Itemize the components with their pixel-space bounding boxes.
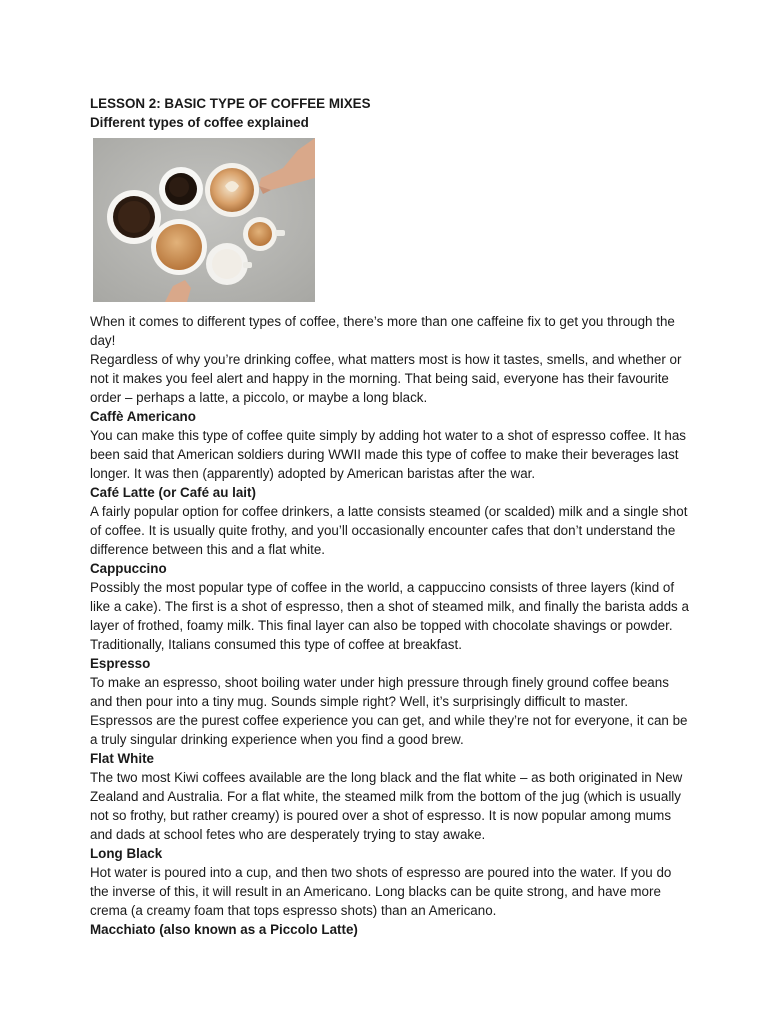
intro-paragraph-1: When it comes to different types of coffee, there’s more than one caffeine fix to get you through the day! bbox=[90, 314, 675, 348]
section-body-cappuccino: Possibly the most popular type of coffee in the world, a cappuccino consists of three layers (kind of like a cake). The first is a shot of espresso, then a shot of steamed milk, and finally the barista adds a layer of frothed, foamy milk. This final layer can also be topped with chocolate shavings or powder. Traditionally, Italians consumed this type of coffee at breakfast. bbox=[90, 580, 689, 652]
intro-paragraph-2: Regardless of why you’re drinking coffee, what matters most is how it tastes, smells, and whether or not it makes you feel alert and happy in the morning. That being said, everyone has their favourite order – perhaps a latte, a piccolo, or maybe a long black. bbox=[90, 352, 682, 405]
section-heading-long-black: Long Black bbox=[90, 846, 163, 861]
section-body-flat-white: The two most Kiwi coffees available are the long black and the flat white – as both originated in New Zealand and Australia. For a flat white, the steamed milk from the bottom of the jug (which is usually not so frothy, but rather creamy) is poured over a shot of espresso. It is now popular among mums and dads at school fetes who are desperately trying to stay awake. bbox=[90, 770, 683, 842]
section-heading-macchiato: Macchiato (also known as a Piccolo Latte) bbox=[90, 922, 358, 937]
section-body-latte: A fairly popular option for coffee drinkers, a latte consists steamed (or scalded) milk and a single shot of coffee. It is usually quite frothy, and you’ll occasionally encounter cafes that don’t understand the difference between this and a flat white. bbox=[90, 504, 688, 557]
coffee-cups-photo bbox=[93, 138, 315, 302]
section-heading-cappuccino: Cappuccino bbox=[90, 561, 167, 576]
section-body-espresso: To make an espresso, shoot boiling water under high pressure through finely ground coffee beans and then pour into a tiny mug. Sounds simple right? Well, it’s surprisingly difficult to master. Espressos are the purest coffee experience you can get, and while they’re not for everyone, it can be a truly singular drinking experience when you find a good brew. bbox=[90, 675, 688, 747]
section-heading-latte: Café Latte (or Café au lait) bbox=[90, 485, 256, 500]
lesson-subtitle: Different types of coffee explained bbox=[90, 115, 309, 130]
section-body-americano: You can make this type of coffee quite simply by adding hot water to a shot of espresso coffee. It has been said that American soldiers during WWII made this type of coffee to make their beverages last longer. It was then (apparently) adopted by American baristas after the war. bbox=[90, 428, 686, 481]
section-heading-flat-white: Flat White bbox=[90, 751, 154, 766]
section-body-long-black: Hot water is poured into a cup, and then two shots of espresso are poured into the water. If you do the inverse of this, it will result in an Americano. Long blacks can be quite strong, and have more crema (a creamy foam that tops espresso shots) than an Americano. bbox=[90, 865, 672, 918]
section-heading-espresso: Espresso bbox=[90, 656, 151, 671]
document-content bbox=[90, 94, 690, 939]
section-heading-americano: Caffè Americano bbox=[90, 409, 196, 424]
lesson-title: LESSON 2: BASIC TYPE OF COFFEE MIXES bbox=[90, 96, 371, 111]
